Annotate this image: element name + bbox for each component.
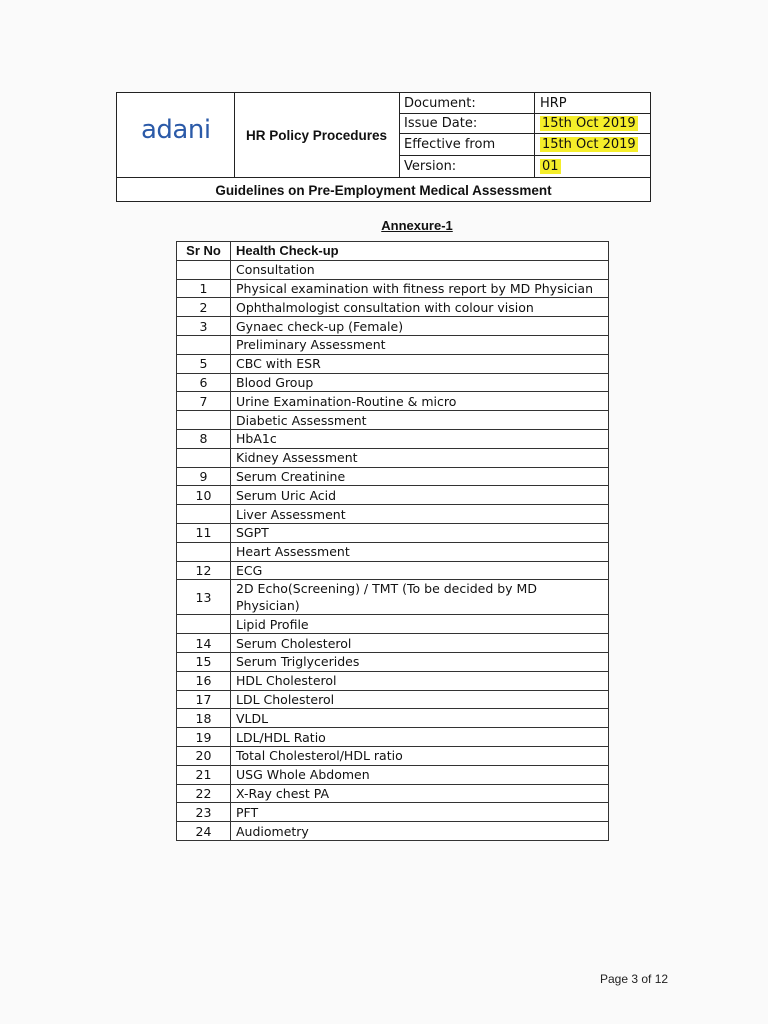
sr-no-cell: 14 [177,634,231,653]
meta-value [540,156,561,177]
table-row [177,561,609,580]
table-row [177,317,609,336]
table-row [177,373,609,392]
table-row [177,671,609,690]
sr-no-cell: 13 [177,580,231,615]
table-row [177,523,609,542]
checkup-item-cell: X-Ray chest PA [231,784,609,803]
sr-no-cell: 17 [177,690,231,709]
table-row [177,505,609,524]
logo-cell [117,93,235,177]
meta-value [540,134,638,155]
table-row [177,803,609,822]
table-row [177,784,609,803]
table-row [177,746,609,765]
meta-label: Effective from [399,134,535,155]
table-header-row [177,242,609,261]
sr-no-cell: 6 [177,373,231,392]
meta-value [540,114,638,133]
sr-no-cell: 24 [177,822,231,841]
health-checkup-table [176,241,609,841]
meta-value-text: 01 [542,159,559,174]
table-row [177,709,609,728]
checkup-item-cell: 2D Echo(Screening) / TMT (To be decided by MD Physician) [231,580,609,615]
checkup-item-cell: LDL/HDL Ratio [231,728,609,747]
meta-label: Document: [399,93,535,113]
meta-value-text: 15th Oct 2019 [542,116,636,131]
sr-no-cell: 12 [177,561,231,580]
checkup-item-cell: Consultation [231,260,609,279]
table-row [177,335,609,354]
meta-value-text: HRP [540,95,567,111]
table-row [177,354,609,373]
sr-no-cell: 3 [177,317,231,336]
sr-no-cell: 7 [177,392,231,411]
checkup-item-cell: Blood Group [231,373,609,392]
checkup-item-cell: Gynaec check-up (Female) [231,317,609,336]
policy-name: HR Policy Procedures [234,93,400,177]
meta-value [540,93,567,113]
checkup-item-cell: USG Whole Abdomen [231,765,609,784]
document-meta [399,93,650,177]
table-row [177,279,609,298]
checkup-item-cell: LDL Cholesterol [231,690,609,709]
checkup-item-cell: HbA1c [231,429,609,448]
checkup-item-cell: SGPT [231,523,609,542]
table-body [177,260,609,840]
sr-no-cell [177,505,231,524]
table-row [177,260,609,279]
page-number: Page 3 of 12 [600,972,669,986]
table-row [177,652,609,671]
checkup-item-cell: Physical examination with fitness report by MD Physician [231,279,609,298]
checkup-item-cell: Preliminary Assessment [231,335,609,354]
table-row [177,728,609,747]
checkup-item-cell: Liver Assessment [231,505,609,524]
meta-label: Issue Date: [399,114,535,133]
checkup-item-cell: ECG [231,561,609,580]
table-row [177,822,609,841]
checkup-item-cell: VLDL [231,709,609,728]
table-row [177,467,609,486]
checkup-item-cell: HDL Cholesterol [231,671,609,690]
sr-no-cell [177,411,231,430]
table-row [177,392,609,411]
checkup-item-cell: Serum Uric Acid [231,486,609,505]
checkup-item-cell: Total Cholesterol/HDL ratio [231,746,609,765]
sr-no-cell: 15 [177,652,231,671]
checkup-item-cell: Kidney Assessment [231,448,609,467]
sr-no-cell: 5 [177,354,231,373]
sr-no-cell [177,615,231,634]
table-row [177,486,609,505]
checkup-item-cell: Audiometry [231,822,609,841]
sr-no-cell [177,448,231,467]
adani-logo: adani [141,115,211,145]
checkup-item-cell: Heart Assessment [231,542,609,561]
sr-no-cell: 9 [177,467,231,486]
table-row [177,448,609,467]
checkup-item-cell: Ophthalmologist consultation with colour vision [231,298,609,317]
table-row [177,429,609,448]
col-header-sr-no: Sr No [177,242,231,261]
table-row [177,615,609,634]
sr-no-cell [177,542,231,561]
meta-row [399,134,650,156]
checkup-item-cell: Diabetic Assessment [231,411,609,430]
checkup-item-cell: Serum Cholesterol [231,634,609,653]
header-top-row [117,93,650,178]
sr-no-cell: 1 [177,279,231,298]
checkup-item-cell: CBC with ESR [231,354,609,373]
document-title: Guidelines on Pre-Employment Medical Assessment [215,182,552,198]
table-row [177,580,609,615]
checkup-item-cell: Lipid Profile [231,615,609,634]
sr-no-cell: 8 [177,429,231,448]
table-row [177,765,609,784]
sr-no-cell: 23 [177,803,231,822]
sr-no-cell: 20 [177,746,231,765]
meta-value-text: 15th Oct 2019 [542,137,636,152]
checkup-item-cell: Serum Creatinine [231,467,609,486]
sr-no-cell: 2 [177,298,231,317]
meta-row [399,156,650,177]
sr-no-cell: 16 [177,671,231,690]
sr-no-cell: 21 [177,765,231,784]
col-header-health-checkup: Health Check-up [231,242,609,261]
table-row [177,298,609,317]
meta-row [399,114,650,134]
sr-no-cell: 18 [177,709,231,728]
sr-no-cell [177,260,231,279]
annexure-heading: Annexure-1 [381,218,453,233]
table-row [177,411,609,430]
checkup-item-cell: Serum Triglycerides [231,652,609,671]
table-row [177,634,609,653]
checkup-item-cell: PFT [231,803,609,822]
checkup-item-cell: Urine Examination-Routine & micro [231,392,609,411]
document-header [116,92,651,202]
meta-row [399,93,650,114]
sr-no-cell: 19 [177,728,231,747]
sr-no-cell [177,335,231,354]
sr-no-cell: 11 [177,523,231,542]
sr-no-cell: 22 [177,784,231,803]
meta-label: Version: [399,156,535,177]
table-row [177,690,609,709]
table-row [177,542,609,561]
sr-no-cell: 10 [177,486,231,505]
